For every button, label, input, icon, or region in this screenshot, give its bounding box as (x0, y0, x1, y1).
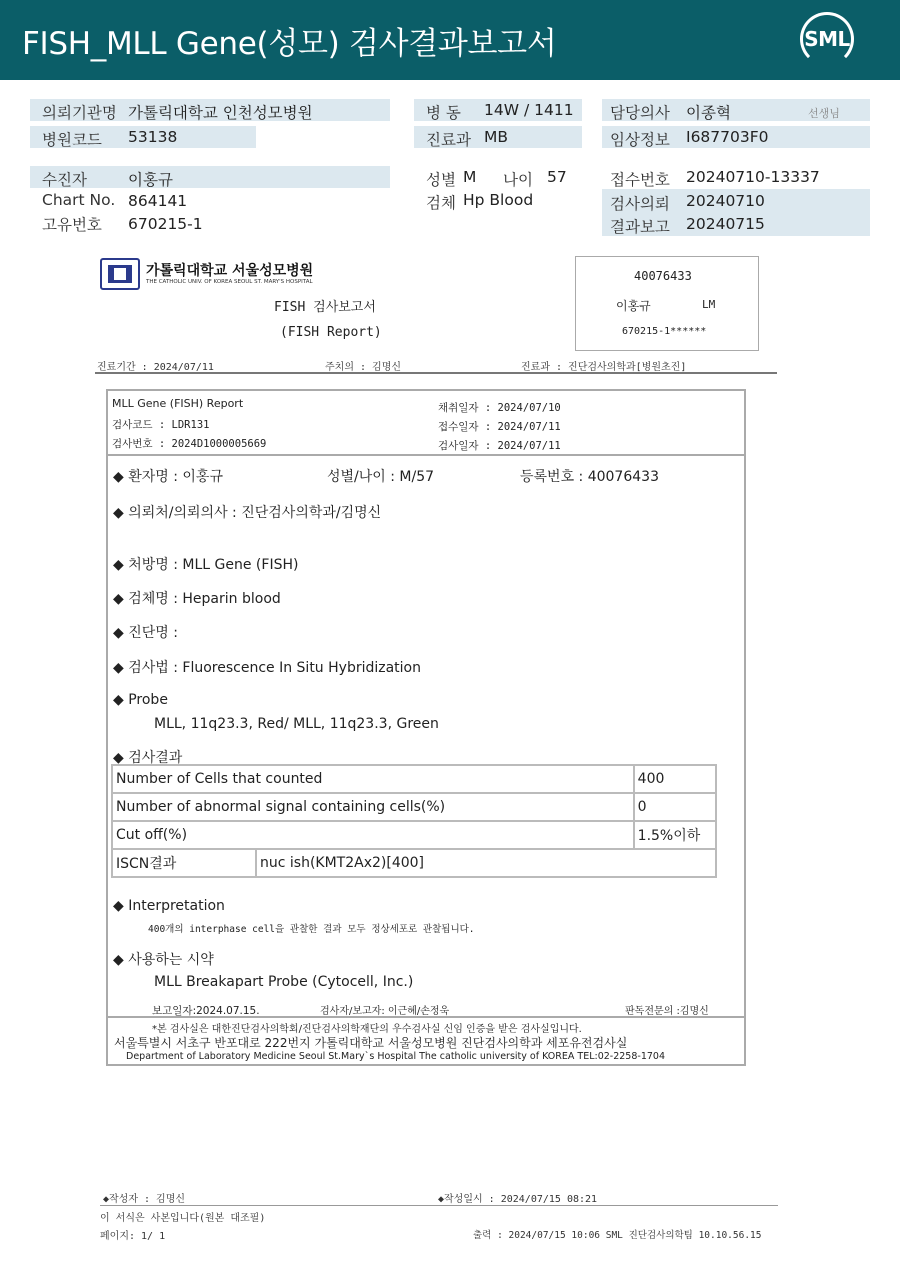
report-cert: *본 검사실은 대한진단검사의학회/진단검사의학재단의 우수검사실 신임 인증을 받은 검사실입니다. (152, 1024, 582, 1035)
footer-copy-note: 이 서식은 사본입니다(원본 대조필) (100, 1213, 266, 1224)
report-referrer: ◆ 의뢰처/의뢰의사 : 진단검사의학과/김명신 (113, 505, 382, 521)
result-iscn-label: ISCN결과 (112, 849, 256, 877)
patient-id-box (575, 256, 759, 351)
footer-divider (100, 1205, 778, 1206)
page-title: FISH_MLL Gene(성모) 검사결과보고서 (22, 26, 557, 62)
report-sexage: 성별/나이 : M/57 (327, 469, 435, 485)
result-cells-label: Number of Cells that counted (112, 765, 634, 793)
report-date: 보고일자:2024.07.15. (152, 1005, 260, 1017)
report-diagnosis: ◆ 진단명 : (113, 625, 178, 641)
result-cutoff-value: 1.5%이하 (634, 821, 716, 849)
idbox-reg-no: 40076433 (634, 269, 692, 283)
doctor-suffix: 선생님 (808, 107, 840, 120)
hospital-logo-icon (100, 258, 140, 290)
result-cutoff-label: Cut off(%) (112, 821, 634, 849)
report-collect-date: 채취일자 : 2024/07/10 (438, 402, 561, 414)
attending-doctor: 주치의 : 김명신 (325, 362, 402, 373)
dept-label: 진료과 (426, 131, 471, 149)
visit-dept: 진료과 : 진단검사의학과[병원초진] (521, 362, 687, 373)
unique-label: 고유번호 (42, 216, 102, 234)
result-abnormal-value: 0 (634, 793, 716, 821)
ward-label: 병 동 (426, 104, 461, 122)
report-interp-label: ◆ Interpretation (113, 898, 225, 914)
chart-value: 864141 (128, 192, 188, 210)
idbox-id: 670215-1****** (622, 326, 707, 337)
clinical-label: 임상정보 (610, 131, 670, 149)
report-dept-en: Department of Laboratory Medicine Seoul St.Mary`s Hospital The catholic university of KOREA TEL:02-2258-1704 (126, 1051, 666, 1062)
age-value: 57 (547, 168, 567, 186)
sml-logo (800, 12, 854, 66)
report-reagent-value: MLL Breakapart Probe (Cytocell, Inc.) (154, 974, 414, 990)
footer-output: 출력 : 2024/07/15 10:06 SML 진단검사의학팀 10.10.56.15 (473, 1230, 762, 1241)
chart-label: Chart No. (42, 191, 116, 209)
footer-written: ◆작성일시 : 2024/07/15 08:21 (438, 1194, 598, 1205)
report-interp-value: 400개의 interphase cell을 관찰한 결과 모두 정상세포로 관찰됩니다. (148, 924, 475, 935)
code-label: 병원코드 (42, 131, 102, 149)
report-examiner: 검사자/보고자: 이근혜/손정욱 (320, 1006, 450, 1017)
report-result-label: ◆ 검사결과 (113, 750, 183, 766)
table-row (112, 793, 716, 821)
doc-subtitle: (FISH Report) (280, 325, 382, 340)
report-test-no: 검사번호 : 2024D1000005669 (112, 438, 267, 450)
request-value: 20240710 (686, 192, 765, 210)
result-cells-value: 400 (634, 765, 716, 793)
sex-label: 성별 (426, 171, 456, 189)
receipt-label: 접수번호 (610, 171, 670, 189)
request-label: 검사의뢰 (610, 195, 670, 213)
report-title: MLL Gene (FISH) Report (112, 397, 244, 410)
patient-value: 이홍규 (128, 171, 173, 189)
doc-title: FISH 검사보고서 (274, 300, 376, 315)
report-specimen: ◆ 검체명 : Heparin blood (113, 591, 281, 607)
specimen-value: Hp Blood (463, 191, 534, 209)
header-bar (0, 0, 900, 80)
idbox-code: LM (702, 298, 716, 311)
age-label: 나이 (503, 171, 533, 189)
table-row (112, 765, 716, 793)
result-table (111, 764, 717, 878)
hospital-subname: THE CATHOLIC UNIV. OF KOREA SEOUL ST. MARY'S HOSPITAL (146, 279, 313, 285)
table-row (112, 821, 716, 849)
report-receipt-date: 접수일자 : 2024/07/11 (438, 421, 561, 433)
footer-author: ◆작성자 : 김명신 (103, 1194, 186, 1205)
visit-meta-line (95, 356, 777, 374)
report-probe-value: MLL, 11q23.3, Red/ MLL, 11q23.3, Green (154, 716, 439, 732)
clinical-value: I687703F0 (686, 128, 769, 146)
receipt-value: 20240710-13337 (686, 168, 820, 186)
org-value: 가톨릭대학교 인천성모병원 (128, 104, 313, 122)
hospital-name: 가톨릭대학교 서울성모병원 (146, 263, 314, 279)
report-order: ◆ 처방명 : MLL Gene (FISH) (113, 557, 299, 573)
result-abnormal-label: Number of abnormal signal containing cells(%) (112, 793, 634, 821)
report-address: 서울특별시 서초구 반포대로 222번지 가톨릭대학교 서울성모병원 진단검사의학과 세포유전검사실 (114, 1036, 628, 1050)
doctor-label: 담당의사 (610, 104, 670, 122)
report-probe-label: ◆ Probe (113, 692, 168, 708)
report-regno: 등록번호 : 40076433 (520, 469, 659, 485)
org-label: 의뢰기관명 (42, 104, 117, 122)
table-row (112, 849, 716, 877)
report-test-code: 검사코드 : LDR131 (112, 419, 210, 431)
report-patient: ◆ 환자명 : 이홍규 (113, 469, 223, 485)
report-method: ◆ 검사법 : Fluorescence In Situ Hybridization (113, 660, 421, 676)
sex-value: M (463, 168, 477, 186)
specimen-label: 검체 (426, 194, 456, 212)
report-exam-date: 검사일자 : 2024/07/11 (438, 440, 561, 452)
result-iscn-value: nuc ish(KMT2Ax2)[400] (256, 849, 716, 877)
report-label: 결과보고 (610, 218, 670, 236)
report-reagent-label: ◆ 사용하는 시약 (113, 952, 214, 968)
doctor-value: 이종혁 (686, 104, 731, 122)
footer-page: 페이지: 1/ 1 (100, 1231, 166, 1242)
patient-label: 수진자 (42, 171, 87, 189)
code-value: 53138 (128, 128, 178, 146)
dept-value: MB (484, 128, 509, 146)
unique-value: 670215-1 (128, 215, 203, 233)
idbox-name: 이홍규 (616, 299, 651, 313)
ward-value: 14W / 1411 (484, 101, 574, 119)
logo-text: SML (804, 27, 850, 51)
visit-period: 진료기간 : 2024/07/11 (97, 362, 214, 373)
report-header-divider (108, 454, 744, 456)
report-reader: 판독전문의 :김명신 (625, 1006, 709, 1017)
report-value: 20240715 (686, 215, 765, 233)
